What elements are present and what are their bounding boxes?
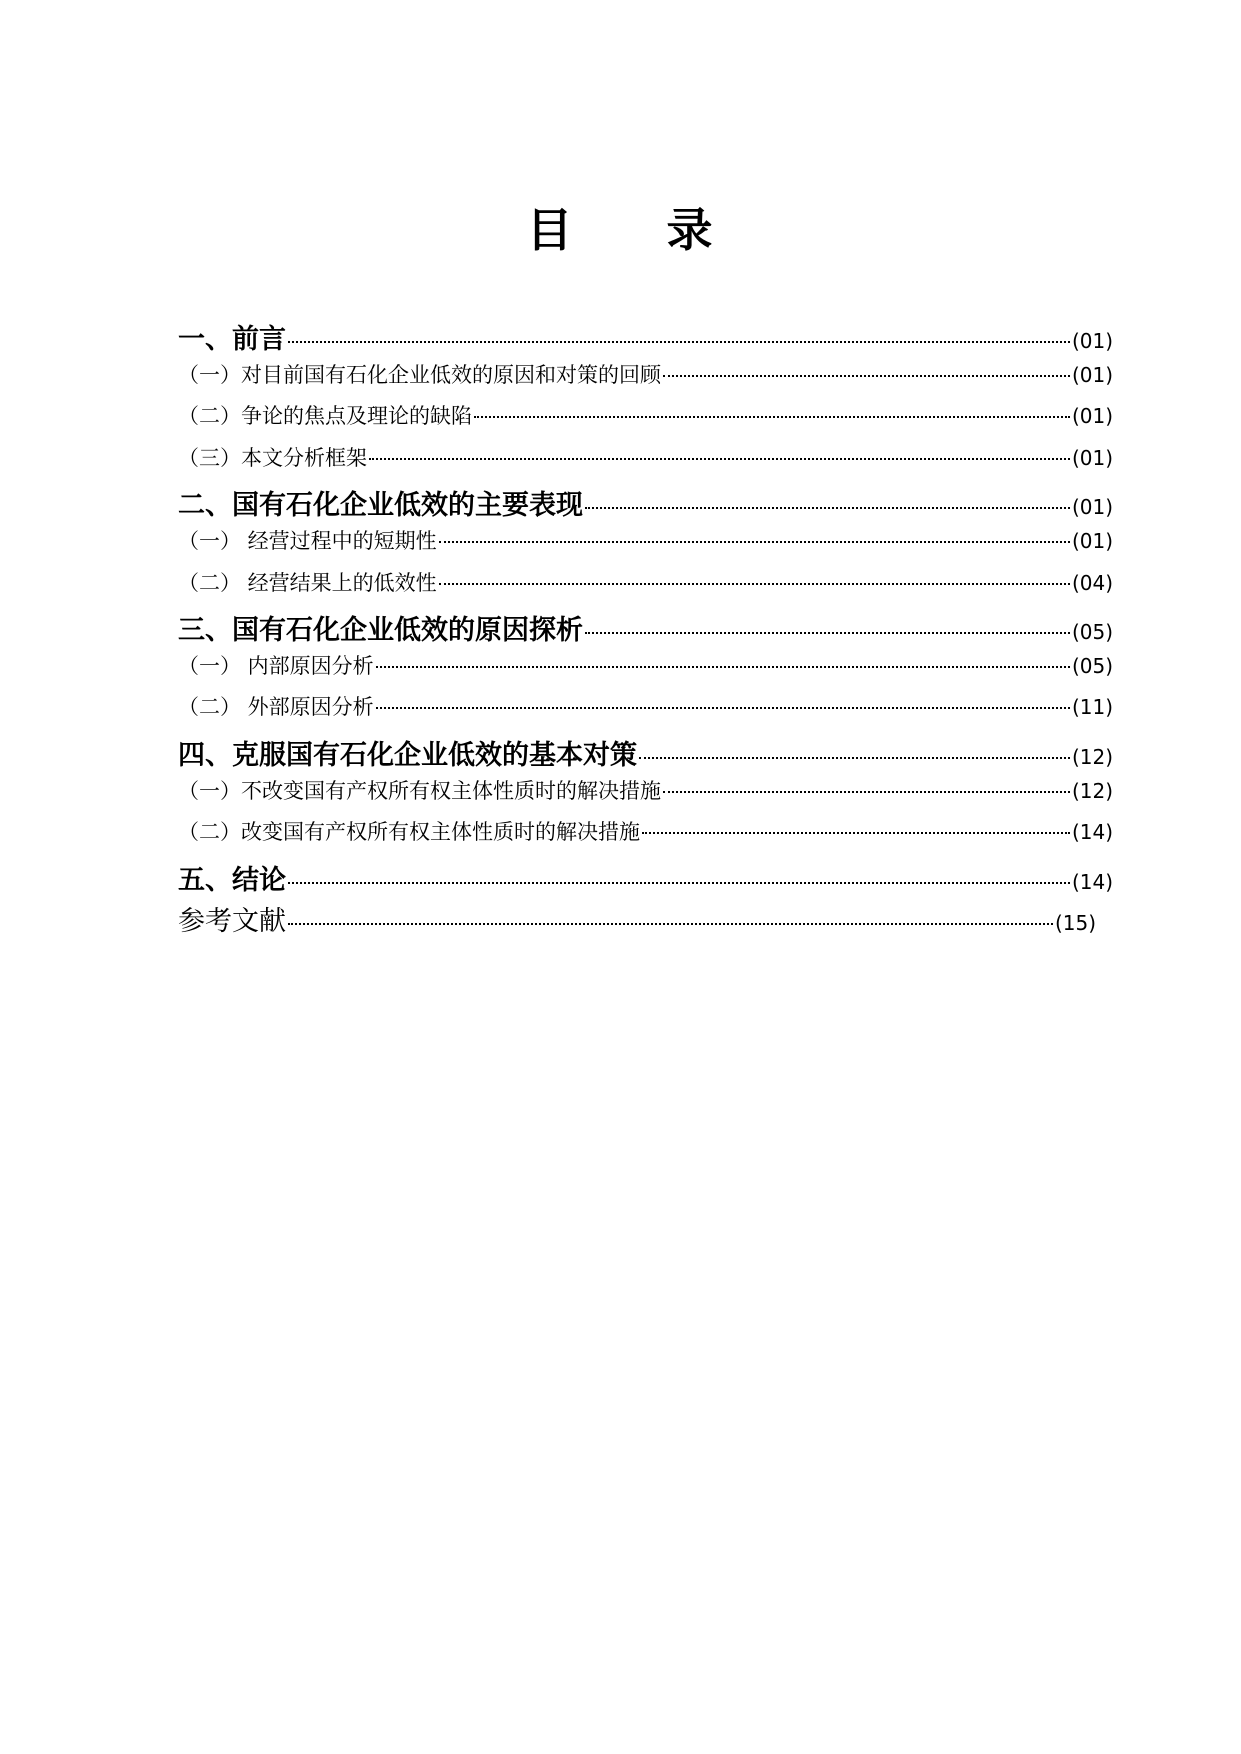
toc-entry-label: 二、国有石化企业低效的主要表现 <box>178 490 583 522</box>
toc-entry-label: （二）改变国有产权所有权主体性质时的解决措施 <box>178 820 640 845</box>
toc-entry-page: (01) <box>1071 528 1113 553</box>
toc-entry[interactable] <box>178 525 1113 567</box>
toc-entry[interactable] <box>178 733 1113 775</box>
toc-entry-label: 参考文献 <box>178 906 286 938</box>
toc-entry[interactable] <box>178 483 1113 525</box>
toc-entry[interactable] <box>178 608 1113 650</box>
dot-leader <box>369 458 1070 460</box>
toc-entry-page: (11) <box>1071 695 1113 720</box>
toc-entry-page: (12) <box>1071 778 1113 803</box>
dot-leader <box>288 341 1070 343</box>
toc-entry-page: (01) <box>1071 329 1113 353</box>
toc-entry[interactable] <box>178 858 1113 900</box>
dot-leader <box>376 666 1070 668</box>
toc-entry[interactable] <box>178 816 1113 858</box>
toc-entry-label: （二）争论的焦点及理论的缺陷 <box>178 404 472 429</box>
dot-leader <box>585 507 1070 509</box>
toc-entry-label: （一） 内部原因分析 <box>178 653 374 678</box>
dot-leader <box>585 632 1070 634</box>
title-char-1: 目 <box>526 203 575 257</box>
toc-entry-page: (12) <box>1071 744 1113 769</box>
toc-entry-page: (04) <box>1071 570 1113 595</box>
dot-leader <box>288 882 1070 884</box>
page-title <box>0 200 1241 260</box>
toc-entry-label: （二） 外部原因分析 <box>178 695 374 720</box>
toc-entry-label: 四、克服国有石化企业低效的基本对策 <box>178 739 637 771</box>
toc-entry-label: 一、前言 <box>178 324 286 355</box>
toc-entry[interactable] <box>178 567 1113 609</box>
toc-entry[interactable] <box>178 899 1096 941</box>
title-char-2: 录 <box>666 203 715 257</box>
dot-leader <box>663 375 1070 377</box>
toc-entry-page: (15) <box>1054 911 1096 936</box>
toc-entry-label: （二） 经营结果上的低效性 <box>178 570 437 595</box>
toc-entry-label: （一） 经营过程中的短期性 <box>178 528 437 553</box>
toc-entry[interactable] <box>178 650 1113 692</box>
dot-leader <box>474 416 1070 418</box>
toc-entry[interactable] <box>178 691 1113 733</box>
toc-entry-page: (01) <box>1071 362 1113 387</box>
toc-entry-label: 五、结论 <box>178 864 286 896</box>
dot-leader <box>642 832 1070 834</box>
toc-entry[interactable] <box>178 317 1113 359</box>
toc-entry-page: (01) <box>1071 445 1113 470</box>
dot-leader <box>439 541 1070 543</box>
dot-leader <box>663 791 1070 793</box>
dot-leader <box>376 707 1070 709</box>
toc-entry-page: (01) <box>1071 404 1113 429</box>
toc-entry[interactable] <box>178 400 1113 442</box>
dot-leader <box>639 757 1070 759</box>
toc-entry-page: (14) <box>1071 869 1113 894</box>
toc-entry[interactable] <box>178 359 1113 401</box>
toc-entry[interactable] <box>178 775 1113 817</box>
toc-entry-label: （三）本文分析框架 <box>178 445 367 470</box>
toc-entry-label: （一）对目前国有石化企业低效的原因和对策的回顾 <box>178 362 661 387</box>
toc-entry-label: （一）不改变国有产权所有权主体性质时的解决措施 <box>178 778 661 803</box>
toc-entry-page: (14) <box>1071 820 1113 845</box>
dot-leader <box>439 583 1070 585</box>
toc-entry-label: 三、国有石化企业低效的原因探析 <box>178 615 583 647</box>
table-of-contents <box>178 317 1113 941</box>
dot-leader <box>288 923 1053 925</box>
toc-entry-page: (05) <box>1071 653 1113 678</box>
toc-entry-page: (05) <box>1071 620 1113 645</box>
toc-entry-page: (01) <box>1071 495 1113 520</box>
toc-entry[interactable] <box>178 442 1113 484</box>
